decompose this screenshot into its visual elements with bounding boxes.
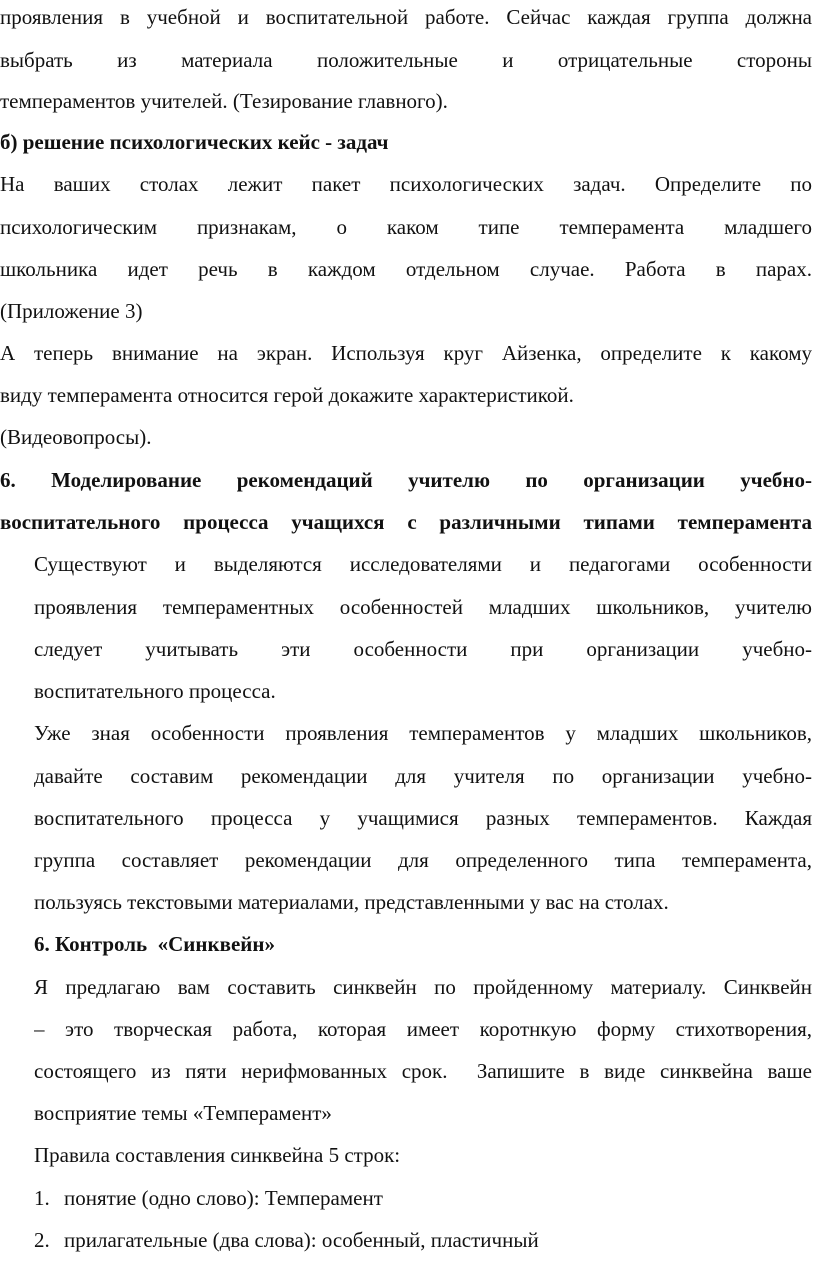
paragraph-line: школьника идет речь в каждом отдельном случае. Работа в парах.: [0, 257, 812, 281]
paragraph-line: психологическим признакам, о каком типе темперамента младшего: [0, 215, 812, 239]
paragraph-line: выбрать из материала положительные и отрицательные стороны: [0, 48, 812, 72]
section-heading-control: 6. Контроль «Синквейн»: [34, 932, 275, 956]
paragraph-line: Уже зная особенности проявления темпераментов у младших школьников,: [34, 721, 812, 745]
paragraph-line: проявления темпераментных особенностей младших школьников, учителю: [34, 595, 812, 619]
paragraph-line: воспитательного процесса.: [34, 679, 276, 703]
paragraph-line: Правила составления синквейна 5 строк:: [34, 1143, 401, 1167]
paragraph-line: темпераментов учителей. (Тезирование главного).: [0, 89, 448, 113]
paragraph-line: восприятие темы «Темперамент»: [34, 1101, 332, 1125]
list-item-text: понятие (одно слово): Темперамент: [64, 1186, 383, 1210]
paragraph-line: состоящего из пяти нерифмованных срок. Запишите в виде синквейна ваше: [34, 1059, 812, 1083]
list-item: [34, 1225, 812, 1255]
paragraph-line: А теперь внимание на экран. Используя круг Айзенка, определите к какому: [0, 341, 812, 365]
paragraph-line: (Видеовопросы).: [0, 425, 152, 449]
paragraph-line: Я предлагаю вам составить синквейн по пройденному материалу. Синквейн: [34, 975, 812, 999]
paragraph-line: (Приложение 3): [0, 299, 143, 323]
paragraph-line: следует учитывать эти особенности при организации учебно-: [34, 637, 812, 661]
paragraph-line: проявления в учебной и воспитательной работе. Сейчас каждая группа должна: [0, 5, 812, 29]
list-item-number: 1.: [34, 1186, 50, 1210]
list-item: [34, 1183, 812, 1213]
paragraph-line: группа составляет рекомендации для определенного типа темперамента,: [34, 848, 812, 872]
section-heading-cases: б) решение психологических кейс - задач: [0, 130, 389, 154]
paragraph-line: виду темперамента относится герой докажите характеристикой.: [0, 383, 574, 407]
paragraph-line: пользуясь текстовыми материалами, представленными у вас на столах.: [34, 890, 669, 914]
paragraph-line: Существуют и выделяются исследователями и педагогами особенности: [34, 552, 812, 576]
section-heading-modeling: 6. Моделирование рекомендаций учителю по организации учебно-: [0, 468, 812, 492]
list-item-number: 2.: [34, 1228, 50, 1252]
paragraph-line: воспитательного процесса у учащимися разных темпераментов. Каждая: [34, 806, 812, 830]
paragraph-line: давайте составим рекомендации для учителя по организации учебно-: [34, 764, 812, 788]
list-item-text: прилагательные (два слова): особенный, пластичный: [64, 1228, 539, 1252]
paragraph-line: – это творческая работа, которая имеет коротнкую форму стихотворения,: [34, 1017, 812, 1041]
section-heading-modeling-cont: воспитательного процесса учащихся с различными типами темперамента: [0, 510, 812, 534]
paragraph-line: На ваших столах лежит пакет психологических задач. Определите по: [0, 172, 812, 196]
